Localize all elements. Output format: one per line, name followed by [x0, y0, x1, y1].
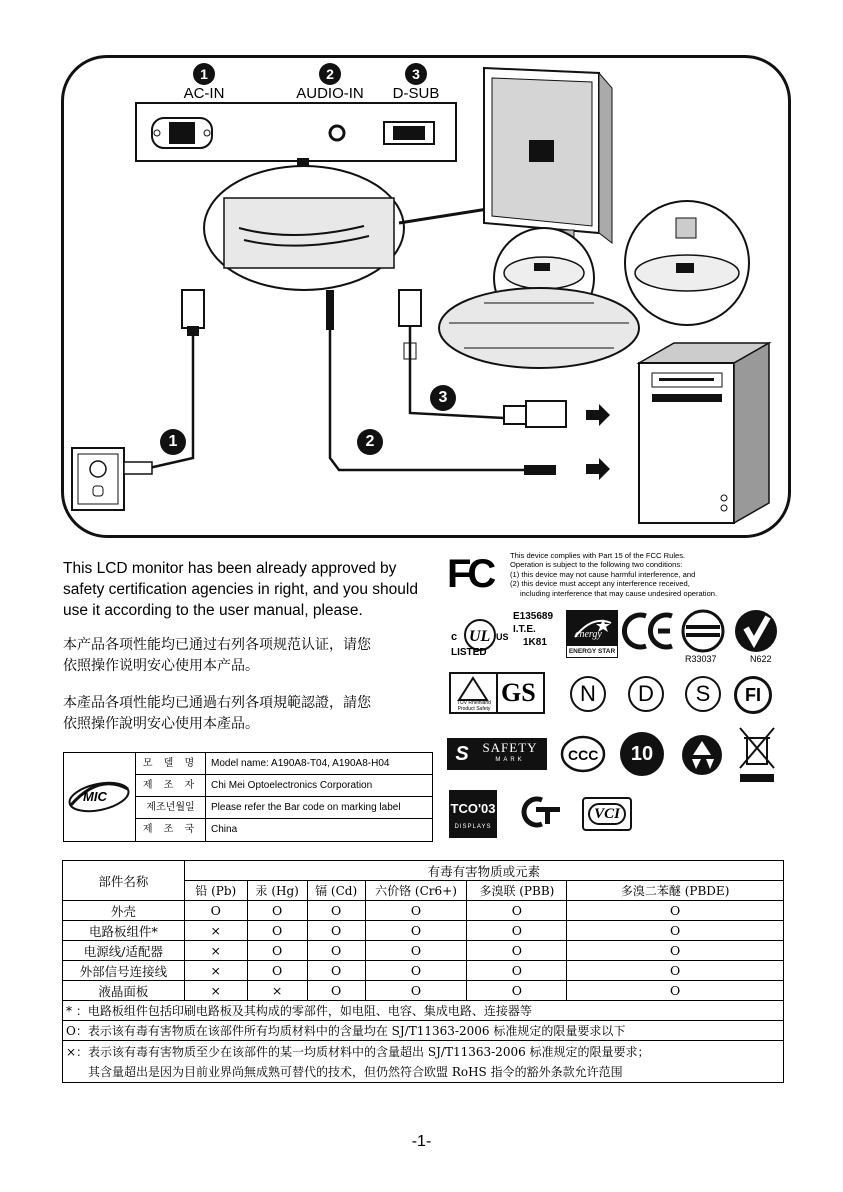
- fcc-statement: [510, 551, 780, 598]
- fcc-logo: FC: [447, 552, 493, 596]
- column-header-pbde: 多溴二苯醚 (PBDE): [567, 881, 784, 901]
- table-cell: O: [567, 941, 784, 961]
- gs-label: GS: [501, 678, 536, 707]
- table-cell: ×: [184, 981, 247, 1001]
- table-cell: O: [467, 961, 567, 981]
- table-cell: O: [365, 981, 467, 1001]
- intro-simplified-line-2: 依照操作说明安心使用本产品。: [63, 658, 259, 674]
- mic-logo-text: MIC: [83, 789, 107, 804]
- r-certificate-number: R33037: [685, 654, 717, 664]
- table-row: [63, 941, 784, 961]
- vcci-mark: [582, 797, 632, 831]
- mic-logo: [64, 753, 136, 841]
- table-cell: O: [247, 921, 307, 941]
- note-x-line-1: ×：表示该有毒有害物质至少在该部件的某一均质材料中的含量超出 SJ/T11363-2006 标准规定的限量要求；: [66, 1044, 650, 1059]
- vcci-label: VCI: [588, 803, 626, 825]
- page-number: -1-: [411, 1133, 432, 1150]
- column-header-hg: 汞 (Hg): [247, 881, 307, 901]
- table-cell: O: [467, 941, 567, 961]
- ul-listed-label: LISTED: [451, 647, 487, 658]
- energy-star-icon: [567, 611, 617, 647]
- tuv-label: TÜV Rheinland Product Safety: [457, 700, 491, 712]
- svg-text:CCC: CCC: [568, 747, 599, 763]
- intro-simplified: [63, 635, 435, 677]
- mic-value-model: Model name: A190A8-T04, A190A8-H04: [211, 758, 390, 769]
- intro-traditional-line-2: 依照操作說明安心使用本產品。: [63, 716, 259, 732]
- pct-mark: [520, 795, 562, 829]
- table-cell: ×: [184, 961, 247, 981]
- intro-traditional-line-1: 本產品各項性能均已通過右列各項規範認證，請您: [63, 695, 371, 711]
- table-cell: O: [247, 961, 307, 981]
- part-name-header: 部件名称: [63, 861, 185, 901]
- port-number-2: 2: [319, 63, 341, 85]
- fcc-line-4: (2) this device must accept any interference received,: [510, 579, 690, 589]
- table-cell: O: [467, 901, 567, 921]
- table-cell: O: [365, 941, 467, 961]
- tco-03-mark: [449, 790, 497, 838]
- table-cell: O: [307, 981, 365, 1001]
- table-cell: O: [247, 901, 307, 921]
- ac-inlet-socket: [169, 122, 195, 144]
- svg-text:US: US: [496, 632, 509, 642]
- note-star: * ：电路板组件包括印刷电路板及其构成的零部件，如电阻、电容、集成电路、连接器等: [63, 1001, 784, 1021]
- fcc-line-1: This device complies with Part 15 of the FCC Rules.: [510, 551, 686, 560]
- part-name: 外部信号连接线: [63, 961, 185, 981]
- ccc-mark: [560, 735, 606, 773]
- column-header-cr6: 六价铬 (Cr6+): [365, 881, 467, 901]
- table-cell: O: [307, 901, 365, 921]
- table-cell: O: [184, 901, 247, 921]
- table-cell: O: [247, 941, 307, 961]
- mic-value-country: China: [211, 824, 238, 835]
- fcc-line-2: Operation is subject to the following two conditions:: [510, 560, 683, 570]
- safety-label: SAFETY: [482, 740, 538, 755]
- table-cell: O: [365, 961, 467, 981]
- safety-sub-label: MARK: [495, 757, 525, 763]
- table-cell: ×: [184, 921, 247, 941]
- part-name: 外壳: [63, 901, 185, 921]
- mic-key-date: 제조년월일: [136, 797, 206, 818]
- table-cell: O: [567, 981, 784, 1001]
- ul-ite: I.T.E.: [513, 624, 536, 635]
- gost-r-mark: [680, 608, 726, 654]
- port-number-1: 1: [193, 63, 215, 85]
- connection-diagram: [61, 55, 791, 538]
- energy-star-label: ENERGY STAR: [568, 648, 616, 655]
- part-name: 电路板组件*: [63, 921, 185, 941]
- ul-listed-mark: [449, 610, 511, 660]
- mic-value-date: Please refer the Bar code on marking label: [211, 802, 401, 813]
- table-cell: O: [307, 921, 365, 941]
- note-o: O：表示该有毒有害物质在该部件所有均质材料中的含量均在 SJ/T11363-2006 标准规定的限量要求以下: [63, 1021, 784, 1041]
- nemko-mark: N: [570, 676, 606, 712]
- svg-text:energy: energy: [575, 629, 602, 640]
- table-cell: O: [307, 941, 365, 961]
- recycle-icon: [680, 733, 724, 777]
- port-number-3: 3: [405, 63, 427, 85]
- port-label-ac-in: AC-IN: [183, 85, 225, 102]
- fcc-line-3: (1) this device may not cause harmful interference, and: [510, 569, 696, 579]
- table-cell: O: [567, 921, 784, 941]
- table-cell: O: [365, 921, 467, 941]
- note-x-line-2: 其含量超出是因为目前业界尚無成熟可替代的技术，但仍然符合欧盟 RoHS 指令的豁外条款允许范围: [88, 1064, 623, 1079]
- intro-english: This LCD monitor has been already approved by safety certification agencies in right, and you should use it according to the user manual, please.: [63, 560, 418, 619]
- port-label-audio-in: AUDIO-IN: [296, 85, 364, 102]
- audio-jack: [330, 126, 344, 140]
- part-name: 液晶面板: [63, 981, 185, 1001]
- table-cell: O: [567, 901, 784, 921]
- intro-traditional: [63, 693, 435, 735]
- callout-1: 1: [160, 429, 186, 455]
- tco-label: TCO'03: [450, 801, 496, 816]
- table-cell: O: [567, 961, 784, 981]
- port-label-d-sub: D-SUB: [392, 85, 440, 102]
- svg-text:c: c: [451, 631, 458, 643]
- semko-mark: S: [685, 676, 721, 712]
- column-header-pbb: 多溴联 (PBB): [467, 881, 567, 901]
- n-number: N622: [750, 654, 772, 664]
- note-x: [63, 1041, 784, 1083]
- fcc-line-5: including interference that may cause undesired operation.: [520, 588, 718, 598]
- table-row: [63, 901, 784, 921]
- table-row: [63, 981, 784, 1001]
- mic-value-manufacturer: Chi Mei Optoelectronics Corporation: [211, 780, 373, 791]
- table-row: [63, 961, 784, 981]
- mic-key-model: 모 델 명: [136, 753, 206, 774]
- energy-star-mark: [566, 610, 618, 658]
- safety-mark: [447, 738, 547, 770]
- table-cell: O: [307, 961, 365, 981]
- part-name: 电源线/适配器: [63, 941, 185, 961]
- demko-mark: D: [628, 676, 664, 712]
- mic-key-country: 제 조 국: [136, 819, 206, 841]
- table-note-row: [63, 1041, 784, 1083]
- mic-key-manufacturer: 제 조 자: [136, 775, 206, 796]
- table-header-row-1: [63, 861, 784, 881]
- table-cell: ×: [247, 981, 307, 1001]
- epup-10-mark: 10: [620, 732, 664, 776]
- svg-text:UL: UL: [469, 628, 491, 645]
- tuv-gs-mark: [449, 672, 545, 714]
- table-cell: O: [467, 981, 567, 1001]
- ul-code: 1K81: [523, 637, 547, 648]
- table-note-row: [63, 1021, 784, 1041]
- table-cell: O: [467, 921, 567, 941]
- mic-row-country: [136, 819, 432, 841]
- mic-table: [63, 752, 433, 842]
- callout-3: 3: [430, 385, 456, 411]
- weee-bin-icon: [737, 726, 777, 784]
- mic-row-date: [136, 797, 432, 819]
- callout-2: 2: [357, 429, 383, 455]
- ul-file-number: E135689: [513, 611, 554, 622]
- table-cell: ×: [184, 941, 247, 961]
- table-cell: O: [365, 901, 467, 921]
- table-row: [63, 921, 784, 941]
- column-header-pb: 铅 (Pb): [184, 881, 247, 901]
- table-note-row: [63, 1001, 784, 1021]
- fimko-mark: FI: [734, 676, 772, 714]
- mic-row-model: [136, 753, 432, 775]
- intro-simplified-line-1: 本产品各项性能均已通过右列各项规范认证，请您: [63, 637, 371, 653]
- safety-s-icon: S: [449, 740, 475, 768]
- ce-mark: [622, 610, 676, 652]
- c-tick-mark: [733, 608, 779, 654]
- mic-row-manufacturer: [136, 775, 432, 797]
- hazardous-substances-table: [62, 860, 784, 1083]
- connection-illustration: [64, 58, 788, 535]
- column-header-cd: 镉 (Cd): [307, 881, 365, 901]
- tco-sub-label: DISPLAYS: [454, 824, 492, 830]
- substances-group-header: 有毒有害物质或元素: [184, 861, 783, 881]
